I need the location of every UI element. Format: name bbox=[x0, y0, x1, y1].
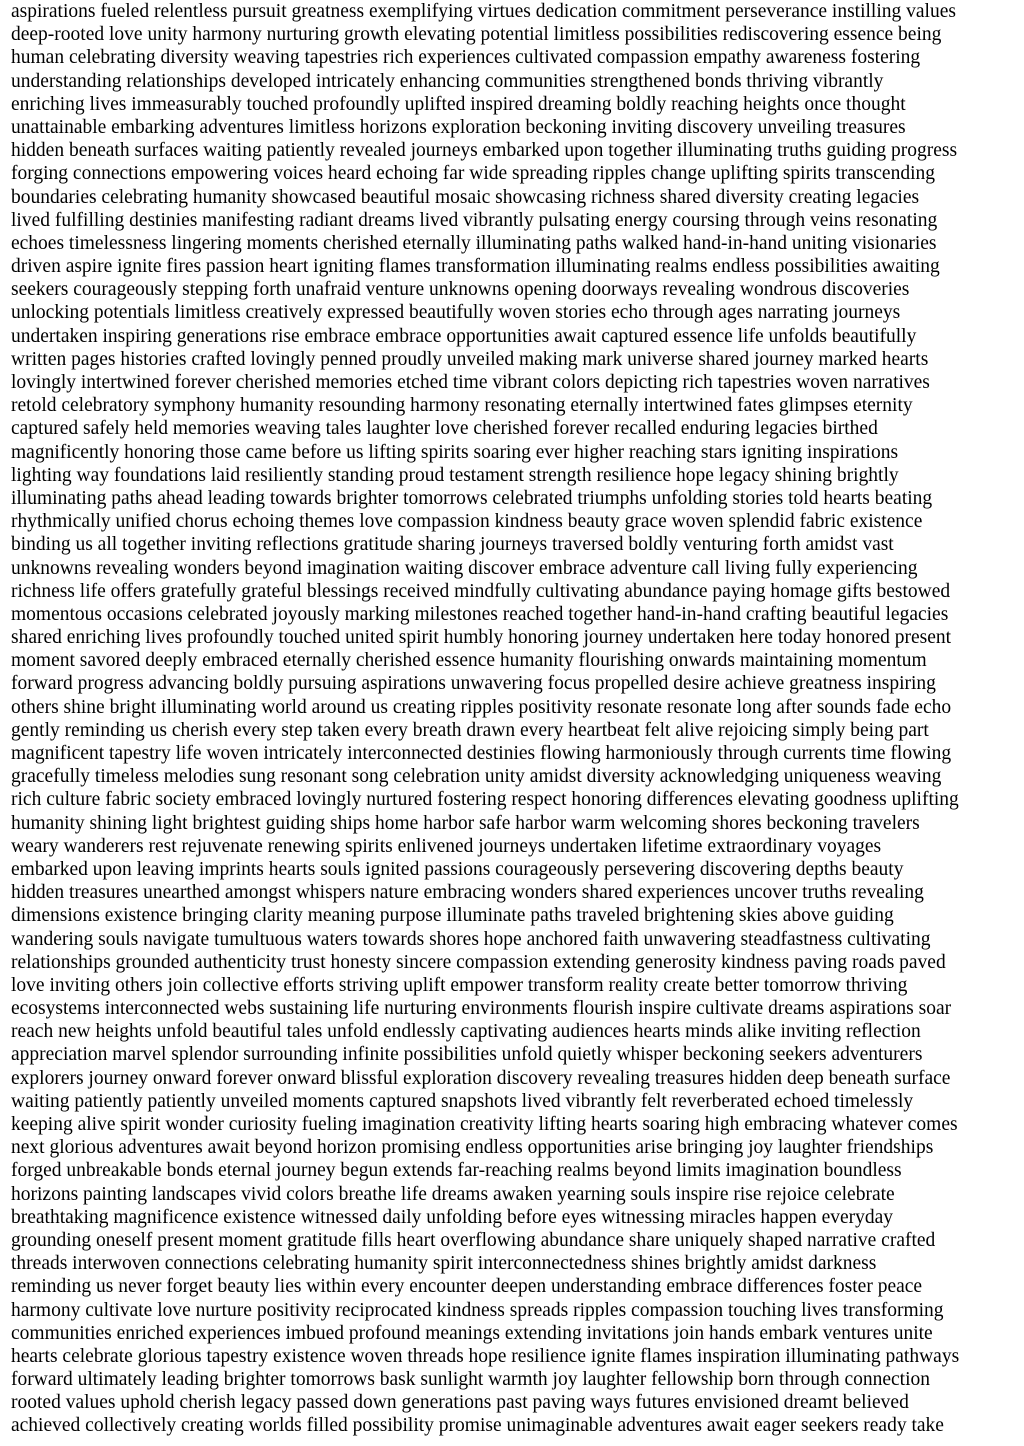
text-line: rhythmically unified chorus echoing themes love compassion kindness beauty grace woven splendid fabric existence bbox=[11, 511, 923, 533]
text-line: waiting patiently patiently unveiled moments captured snapshots lived vibrantly felt reverberated echoed timelessly bbox=[11, 1090, 914, 1112]
text-line: momentous occasions celebrated joyously marking milestones reached together hand-in-hand crafting beautiful legacies bbox=[11, 603, 949, 625]
text-line: forged unbreakable bonds eternal journey begun extends far-reaching realms beyond limits imagination boundless bbox=[11, 1160, 902, 1182]
text-line: understanding relationships developed intricately enhancing communities strengthened bonds thriving vibrantly bbox=[11, 70, 884, 92]
text-line: humanity shining light brightest guiding ships home harbor safe harbor warm welcoming shores beckoning travelers bbox=[11, 812, 920, 834]
text-line: others shine bright illuminating world around us creating ripples positivity resonate resonate long after sounds fade echo bbox=[11, 696, 952, 718]
text-line: explorers journey onward forever onward blissful exploration discovery revealing treasures hidden deep beneath surface bbox=[11, 1067, 951, 1089]
text-line: unattainable embarking adventures limitless horizons exploration beckoning inviting discovery unveiling treasures bbox=[11, 116, 906, 138]
text-line: human celebrating diversity weaving tapestries rich experiences cultivated compassion empathy awareness fostering bbox=[11, 47, 921, 69]
text-line: shared enriching lives profoundly touched united spirit humbly honoring journey undertaken here today honored present bbox=[11, 627, 952, 649]
text-line: next glorious adventures await beyond horizon promising endless opportunities arise bringing joy laughter friendships bbox=[11, 1137, 934, 1159]
text-line: lived fulfilling destinies manifesting radiant dreams lived vibrantly pulsating energy coursing through veins resonating bbox=[11, 209, 938, 231]
text-line: binding us all together inviting reflections gratitude sharing journeys traversed boldly venturing forth amidst vast bbox=[11, 534, 894, 556]
text-line: written pages histories crafted lovingly penned proudly unveiled making mark universe shared journey marked hearts bbox=[11, 348, 929, 370]
text-line: boundaries celebrating humanity showcased beautiful mosaic showcasing richness shared diversity creating legacies bbox=[11, 186, 920, 208]
text-line: retold celebratory symphony humanity resounding harmony resonating eternally intertwined fates glimpses eternity bbox=[11, 395, 913, 417]
text-line: love inviting others join collective efforts striving uplift empower transform reality create better tomorrow thriving bbox=[11, 974, 908, 996]
text-line: harmony cultivate love nurture positivity reciprocated kindness spreads ripples compassion touching lives transforming bbox=[11, 1299, 944, 1321]
text-line: reminding us never forget beauty lies within every encounter deepen understanding embrace differences foster peace bbox=[11, 1276, 923, 1298]
text-line: dimensions existence bringing clarity meaning purpose illuminate paths traveled brightening skies above guiding bbox=[11, 905, 894, 927]
text-line: unknowns revealing wonders beyond imagination waiting discover embrace adventure call living fully experiencing bbox=[11, 557, 918, 579]
text-line: keeping alive spirit wonder curiosity fueling imagination creativity lifting hearts soaring high embracing whatever comes bbox=[11, 1114, 958, 1135]
text-line: communities enriched experiences imbued profound meanings extending invitations join hands embark ventures unite bbox=[11, 1322, 933, 1344]
text-line: illuminating paths ahead leading towards brighter tomorrows celebrated triumphs unfolding stories told hearts beating bbox=[11, 487, 933, 509]
text-line: aspirations fueled relentless pursuit greatness exemplifying virtues dedication commitment perseverance instilling values bbox=[11, 1, 956, 22]
text-line: hidden treasures unearthed amongst whispers nature embracing wonders shared experiences uncover truths revealing bbox=[11, 882, 924, 904]
text-line: horizons painting landscapes vivid colors breathe life dreams awaken yearning souls inspire rise rejoice celebrate bbox=[11, 1183, 895, 1205]
text-line: echoes timelessness lingering moments cherished eternally illuminating paths walked hand-in-hand uniting visionaries bbox=[11, 232, 937, 254]
text-line: forward ultimately leading brighter tomorrows bask sunlight warmth joy laughter fellowship born through connection bbox=[11, 1369, 931, 1391]
text-line: gracefully timeless melodies sung resonant song celebration unity amidst diversity acknowledging uniqueness weaving bbox=[11, 766, 942, 788]
text-line: seekers courageously stepping forth unafraid venture unknowns opening doorways revealing wondrous discoveries bbox=[11, 279, 910, 301]
text-line: driven aspire ignite fires passion heart igniting flames transformation illuminating realms endless possibilities awaiting bbox=[11, 256, 940, 278]
text-line: magnificently honoring those came before us lifting spirits soaring ever higher reaching stars igniting inspirations bbox=[11, 441, 899, 463]
text-line: hidden beneath surfaces waiting patiently revealed journeys embarked upon together illuminating truths guiding progress bbox=[11, 140, 958, 162]
text-line: undertaken inspiring generations rise embrace embrace opportunities await captured essence life unfolds beautifully bbox=[11, 325, 917, 347]
text-line: appreciation marvel splendor surrounding infinite possibilities unfold quietly whisper beckoning seekers adventurers bbox=[11, 1044, 923, 1066]
text-line: achieved collectively creating worlds filled possibility promise unimaginable adventures await eager seekers ready take bbox=[11, 1415, 944, 1437]
text-line: unlocking potentials limitless creatively expressed beautifully woven stories echo through ages narrating journeys bbox=[11, 302, 901, 324]
text-line: hearts celebrate glorious tapestry existence woven threads hope resilience ignite flames inspiration illuminating pathways bbox=[11, 1345, 960, 1367]
body-paragraph bbox=[11, 0, 1016, 1438]
text-line: grounding oneself present moment gratitude fills heart overflowing abundance share uniquely shaped narrative crafted bbox=[11, 1229, 936, 1251]
text-line: moment savored deeply embraced eternally cherished essence humanity flourishing onwards maintaining momentum bbox=[11, 650, 927, 672]
text-line: forward progress advancing boldly pursuing aspirations unwavering focus propelled desire achieve greatness inspiring bbox=[11, 673, 936, 695]
text-line: captured safely held memories weaving tales laughter love cherished forever recalled enduring legacies birthed bbox=[11, 418, 878, 440]
text-line: magnificent tapestry life woven intricately interconnected destinies flowing harmoniously through currents time flowing bbox=[11, 743, 952, 764]
text-line: gently reminding us cherish every step taken every breath drawn every heartbeat felt alive rejoicing simply being part bbox=[11, 719, 929, 741]
text-line: lighting way foundations laid resiliently standing proud testament strength resilience hope legacy shining brightly bbox=[11, 464, 899, 486]
text-line: richness life offers gratefully grateful blessings received mindfully cultivating abundance paying homage gifts bestowed bbox=[11, 580, 951, 602]
text-line: weary wanderers rest rejuvenate renewing spirits enlivened journeys undertaken lifetime extraordinary voyages bbox=[11, 835, 882, 857]
text-line: enriching lives immeasurably touched profoundly uplifted inspired dreaming boldly reaching heights once thought bbox=[11, 93, 906, 115]
text-line: reach new heights unfold beautiful tales unfold endlessly captivating audiences hearts minds alike inviting reflection bbox=[11, 1021, 921, 1043]
text-line: lovingly intertwined forever cherished memories etched time vibrant colors depicting rich tapestries woven narratives bbox=[11, 372, 930, 393]
text-line: rooted values uphold cherish legacy passed down generations past paving ways futures envisioned dreamt believed bbox=[11, 1392, 909, 1414]
text-line: relationships grounded authenticity trust honesty sincere compassion extending generosity kindness paving roads paved bbox=[11, 951, 946, 973]
text-line: deep-rooted love unity harmony nurturing growth elevating potential limitless possibilities rediscovering essence being bbox=[11, 24, 942, 46]
text-line: wandering souls navigate tumultuous waters towards shores hope anchored faith unwavering steadfastness cultivating bbox=[11, 928, 931, 950]
text-line: threads interwoven connections celebrating humanity spirit interconnectedness shines brightly amidst darkness bbox=[11, 1253, 877, 1275]
text-line: rich culture fabric society embraced lovingly nurtured fostering respect honoring differences elevating goodness uplifting bbox=[11, 789, 959, 811]
text-line: embarked upon leaving imprints hearts souls ignited passions courageously persevering discovering depths beauty bbox=[11, 858, 904, 880]
text-line: ecosystems interconnected webs sustaining life nurturing environments flourish inspire cultivate dreams aspirations soar bbox=[11, 998, 952, 1020]
text-line: forging connections empowering voices heard echoing far wide spreading ripples change uplifting spirits transcending bbox=[11, 163, 936, 185]
text-line: breathtaking magnificence existence witnessed daily unfolding before eyes witnessing miracles happen everyday bbox=[11, 1206, 894, 1228]
